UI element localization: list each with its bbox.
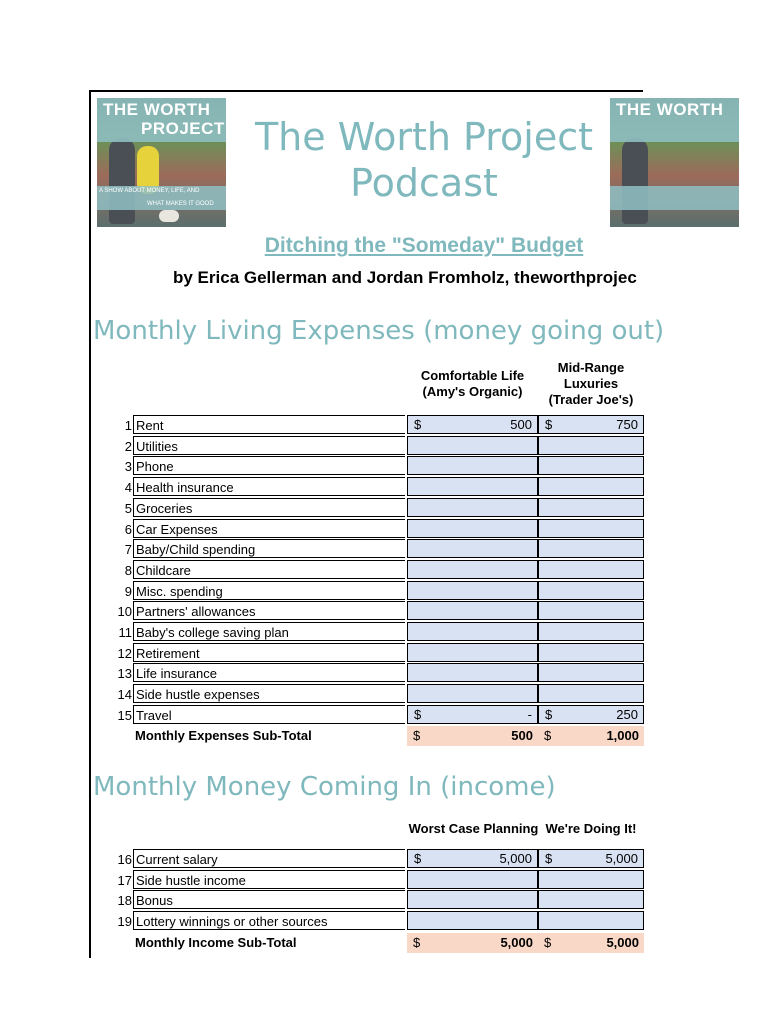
episode-link[interactable]: Ditching the "Someday" Budget xyxy=(264,234,584,257)
amount-cell-col1[interactable] xyxy=(407,498,538,517)
row-number: 14 xyxy=(117,687,132,703)
amount-cell-col2[interactable] xyxy=(538,539,644,558)
row-label: Baby/Child spending xyxy=(133,539,405,558)
row-label: Rent xyxy=(133,415,405,434)
amount-cell-col1[interactable] xyxy=(407,560,538,579)
row-number: 8 xyxy=(124,562,132,578)
row-label: Health insurance xyxy=(133,477,405,496)
amount-cell-col2[interactable] xyxy=(538,581,644,600)
amount-cell-col1[interactable] xyxy=(407,539,538,558)
photo-person-icon xyxy=(109,138,135,224)
row-label: Partners' allowances xyxy=(133,601,405,620)
row-label: Bonus xyxy=(133,890,405,909)
amount-cell-col2[interactable] xyxy=(538,601,644,620)
byline: by Erica Gellerman and Jordan Fromholz, theworthprojec xyxy=(173,268,637,287)
amount-cell-col1[interactable]: $ 500 xyxy=(407,415,538,434)
amount-cell-col1[interactable] xyxy=(407,477,538,496)
table-row xyxy=(91,705,644,725)
amount-cell-col2[interactable] xyxy=(538,477,644,496)
amount-cell-col2[interactable]: $ 750 xyxy=(538,415,644,434)
income-subtotal-label: Monthly Income Sub-Total xyxy=(135,935,297,950)
row-number: 11 xyxy=(118,625,132,640)
table-row xyxy=(91,539,644,559)
table-row xyxy=(91,519,644,539)
row-label: Utilities xyxy=(133,436,405,455)
row-number: 15 xyxy=(117,707,132,723)
row-label: Childcare xyxy=(133,560,405,579)
income-heading: Monthly Money Coming In (income) xyxy=(93,772,556,802)
row-number: 19 xyxy=(117,914,132,930)
table-row xyxy=(91,498,644,518)
table-row xyxy=(91,456,644,476)
amount-cell-col2[interactable] xyxy=(538,911,644,930)
page-title-line1: The Worth Project xyxy=(254,115,594,159)
row-label: Life insurance xyxy=(133,663,405,682)
expenses-subtotal-col1: $ 500 xyxy=(407,726,538,746)
table-row xyxy=(91,911,644,931)
table-row xyxy=(91,601,644,621)
table-row xyxy=(91,477,644,497)
row-number: 17 xyxy=(117,872,132,888)
amount-cell-col2[interactable] xyxy=(538,663,644,682)
row-number: 2 xyxy=(124,438,132,454)
amount-cell-col1[interactable] xyxy=(407,911,538,930)
row-label: Car Expenses xyxy=(133,519,405,538)
row-label: Side hustle expenses xyxy=(133,684,405,703)
row-label: Groceries xyxy=(133,498,405,517)
photo-dog-icon xyxy=(159,210,179,222)
amount-cell-col2[interactable] xyxy=(538,643,644,662)
income-col2-header: We're Doing It! xyxy=(545,821,637,836)
amount-cell-col1[interactable] xyxy=(407,870,538,889)
row-number: 13 xyxy=(117,666,132,682)
row-label: Travel xyxy=(133,705,405,724)
table-row xyxy=(91,870,644,890)
amount-cell-col1[interactable] xyxy=(407,663,538,682)
row-number: 4 xyxy=(124,480,132,496)
logo-tagline-1: A SHOW ABOUT MONEY, LIFE, AND xyxy=(99,188,200,194)
amount-cell-col2[interactable] xyxy=(538,622,644,641)
table-row xyxy=(91,415,644,435)
amount-cell-col2[interactable] xyxy=(538,519,644,538)
row-number: 1 xyxy=(124,418,132,433)
logo-text-line1: THE WORTH xyxy=(103,100,211,119)
logo-text-line1: THE WORTH xyxy=(616,100,724,119)
row-number: 10 xyxy=(117,604,132,620)
table-row xyxy=(91,890,644,910)
row-number: 18 xyxy=(117,893,132,909)
income-subtotal-col2: $ 5,000 xyxy=(538,933,644,953)
amount-cell-col1[interactable] xyxy=(407,684,538,703)
amount-cell-col1[interactable] xyxy=(407,601,538,620)
amount-cell-col2[interactable] xyxy=(538,890,644,909)
expenses-subtotal-col2: $ 1,000 xyxy=(538,726,644,746)
amount-cell-col1[interactable] xyxy=(407,519,538,538)
amount-cell-col1[interactable] xyxy=(407,622,538,641)
amount-cell-col1[interactable] xyxy=(407,456,538,475)
expenses-col2-header: Mid-Range Luxuries (Trader Joe's) xyxy=(548,360,634,407)
income-col1-header: Worst Case Planning xyxy=(408,821,539,836)
amount-cell-col1[interactable] xyxy=(407,581,538,600)
amount-cell-col1[interactable] xyxy=(407,890,538,909)
amount-cell-col2[interactable] xyxy=(538,436,644,455)
table-row xyxy=(91,581,644,601)
row-label: Phone xyxy=(133,456,405,475)
table-row xyxy=(91,560,644,580)
table-row xyxy=(91,622,644,642)
photo-person-icon xyxy=(622,138,648,224)
table-row xyxy=(91,684,644,704)
budget-spreadsheet xyxy=(89,90,724,958)
row-label: Retirement xyxy=(133,643,405,662)
amount-cell-col2[interactable] xyxy=(538,684,644,703)
row-number: 5 xyxy=(124,500,132,516)
amount-cell-col2[interactable] xyxy=(538,870,644,889)
podcast-logo-right xyxy=(610,98,739,227)
podcast-logo-left xyxy=(97,98,226,227)
amount-cell-col2[interactable] xyxy=(538,456,644,475)
row-number: 3 xyxy=(124,459,132,475)
logo-text-line2: PROJECT xyxy=(141,119,225,138)
row-label: Current salary xyxy=(133,849,405,868)
row-number: 6 xyxy=(124,521,132,537)
row-number: 12 xyxy=(117,645,132,661)
table-row xyxy=(91,849,644,869)
expenses-subtotal-label: Monthly Expenses Sub-Total xyxy=(135,728,312,743)
row-number: 7 xyxy=(124,542,132,558)
row-number: 9 xyxy=(124,583,132,599)
expenses-col1-header: Comfortable Life (Amy's Organic) xyxy=(420,368,525,399)
amount-cell-col2[interactable]: $ 250 xyxy=(538,705,644,724)
amount-cell-col1[interactable]: $ 5,000 xyxy=(407,849,538,868)
amount-cell-col1[interactable] xyxy=(407,436,538,455)
logo-tagline-2: WHAT MAKES IT GOOD xyxy=(147,201,214,207)
amount-cell-col1[interactable]: $ - xyxy=(407,705,538,724)
expenses-heading: Monthly Living Expenses (money going out) xyxy=(93,316,665,346)
amount-cell-col1[interactable] xyxy=(407,643,538,662)
amount-cell-col2[interactable]: $ 5,000 xyxy=(538,849,644,868)
row-label: Misc. spending xyxy=(133,581,405,600)
table-row xyxy=(91,436,644,456)
row-label: Baby's college saving plan xyxy=(133,622,405,641)
table-row xyxy=(91,663,644,683)
page-title-line2: Podcast xyxy=(350,161,498,205)
table-row xyxy=(91,643,644,663)
row-label: Lottery winnings or other sources xyxy=(133,911,405,930)
amount-cell-col2[interactable] xyxy=(538,560,644,579)
row-number: 16 xyxy=(117,852,132,867)
row-label: Side hustle income xyxy=(133,870,405,889)
amount-cell-col2[interactable] xyxy=(538,498,644,517)
income-subtotal-col1: $ 5,000 xyxy=(407,933,538,953)
